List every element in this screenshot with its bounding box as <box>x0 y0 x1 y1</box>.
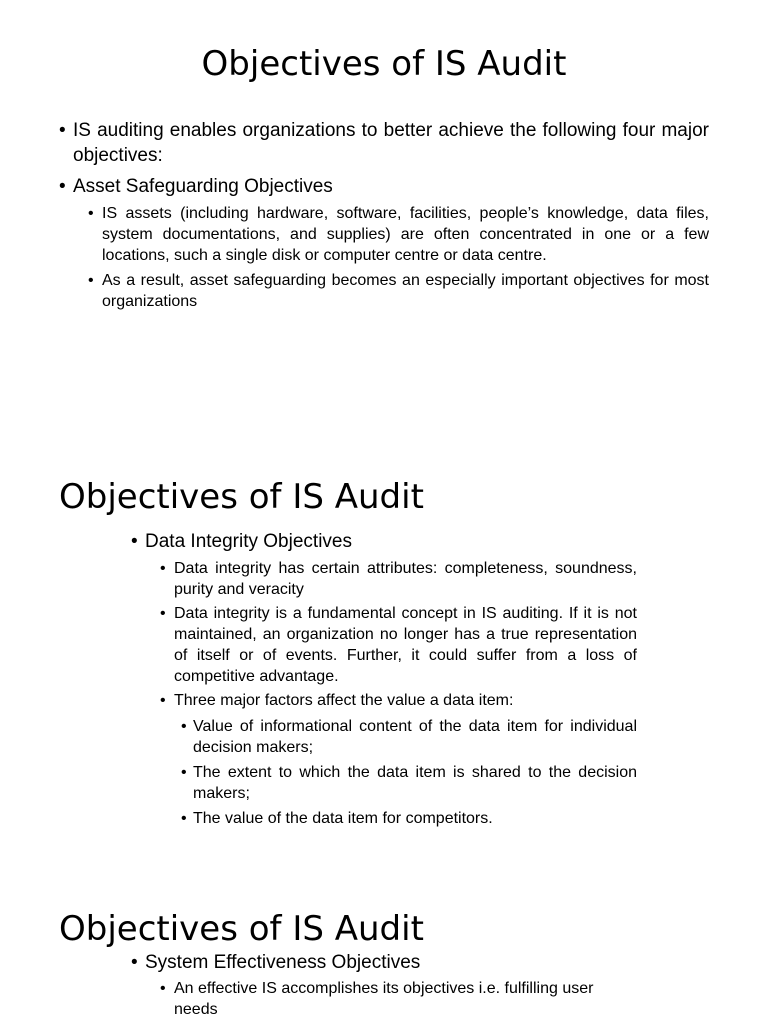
slide-3-sub-bullet: • An effective IS accomplishes its objectives i.e. fulfilling user needs <box>174 978 637 1020</box>
slide-2-sub-bullet: • Three major factors affect the value a data item: <box>174 690 637 711</box>
slide-1-sub-bullet-list <box>102 203 709 312</box>
slide-2-sub-sub-bullet: • The extent to which the data item is shared to the decision makers; <box>193 762 637 804</box>
slide-2-sub-sub-bullet-list <box>193 716 637 829</box>
slide-1-title: Objectives of IS Audit <box>201 44 567 84</box>
slide-2-bullet-list <box>145 529 637 554</box>
slide-3-bullet-list <box>145 950 637 975</box>
slide-3-sub-bullet-list <box>174 978 637 1020</box>
slide-2-sub-bullet-list <box>174 558 637 711</box>
slide-2-bullet: • Data Integrity Objectives <box>145 529 637 554</box>
slide-2-sub-sub-bullet: • Value of informational content of the data item for individual decision makers; <box>193 716 637 758</box>
slide-1-bullet-list <box>73 118 709 199</box>
slide-2-title: Objectives of IS Audit <box>59 477 424 517</box>
slide-1-bullet: • Asset Safeguarding Objectives <box>73 174 709 199</box>
slide-1-bullet: • IS auditing enables organizations to better achieve the following four major objectives: <box>73 118 709 168</box>
slide-3-title: Objectives of IS Audit <box>59 909 424 949</box>
slide-1-sub-bullet: • IS assets (including hardware, software, facilities, people’s knowledge, data files, system documentations, and supplies) are often concentrated in one or a few locations, such a single disk or computer centre or data centre. <box>102 203 709 266</box>
slide-3-bullet: • System Effectiveness Objectives <box>145 950 637 975</box>
slide-2-sub-bullet: • Data integrity has certain attributes: completeness, soundness, purity and veracity <box>174 558 637 600</box>
slide-2-sub-sub-bullet: • The value of the data item for competitors. <box>193 808 637 829</box>
slide-2-sub-bullet: • Data integrity is a fundamental concept in IS auditing. If it is not maintained, an organization no longer has a true representation of itself or of events. Further, it could suffer from a loss of competitive advantage. <box>174 603 637 687</box>
slide-1-sub-bullet: • As a result, asset safeguarding becomes an especially important objectives for most organizations <box>102 270 709 312</box>
